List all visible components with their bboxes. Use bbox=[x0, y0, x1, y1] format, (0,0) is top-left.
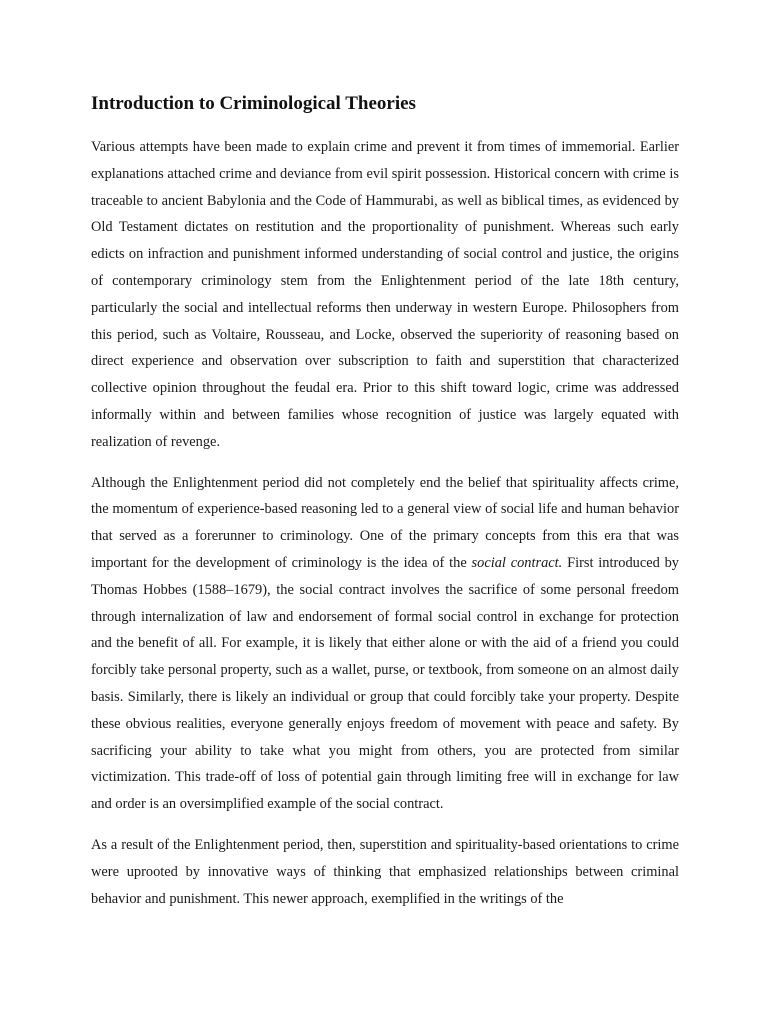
document-title: Introduction to Criminological Theories bbox=[91, 93, 416, 114]
paragraph-3: As a result of the Enlightenment period, then, superstition and spirituality-based orientations to crime were uprooted by innovative ways of thinking that emphasized relationships between criminal behavior and punishment. This newer approach, exemplified in the writings of the bbox=[91, 836, 679, 907]
social-contract-emphasis: social contract. bbox=[471, 554, 563, 571]
paragraph-2-before: Although the Enlightenment period did not completely end the belief that spirituality affects crime, the momentum of experience-based reasoning led to a general view of social life and human behavior that served as a forerunner to criminology. One of the primary concepts from this era that was important for the development of criminology is the idea of the bbox=[91, 474, 679, 571]
paragraph-2-after: First introduced by Thomas Hobbes (1588–1679), the social contract involves the sacrifice of some personal freedom through internalization of law and endorsement of formal social control in exchange for protection and the benefit of all. For example, it is likely that either alone or with the aid of a friend you could forcibly take personal property, such as a wallet, purse, or textbook, from someone on an almost daily basis. Similarly, there is likely an individual or group that could forcibly take your property. Despite these obvious realities, everyone generally enjoys freedom of movement with peace and safety. By sacrificing your ability to take what you might from others, you are protected from similar victimization. This trade-off of loss of potential gain through limiting free will in exchange for law and order is an oversimplified example of the social contract. bbox=[91, 554, 679, 813]
paragraph-1: Various attempts have been made to explain crime and prevent it from times of immemorial. Earlier explanations attached crime and deviance from evil spirit possession. Historical concern with crime is traceable to ancient Babylonia and the Code of Hammurabi, as well as biblical times, as evidenced by Old Testament dictates on restitution and the proportionality of punishment. Whereas such early edicts on infraction and punishment informed understanding of social control and justice, the origins of contemporary criminology stem from the Enlightenment period of the late 18th century, particularly the social and intellectual reforms then underway in western Europe. Philosophers from this period, such as Voltaire, Rousseau, and Locke, observed the superiority of reasoning based on direct experience and observation over subscription to faith and superstition that characterized collective opinion throughout the feudal era. Prior to this shift toward logic, crime was addressed informally within and between families whose recognition of justice was largely equated with realization of revenge. bbox=[91, 139, 679, 450]
paragraph-2 bbox=[91, 470, 679, 818]
document-body bbox=[91, 92, 679, 926]
